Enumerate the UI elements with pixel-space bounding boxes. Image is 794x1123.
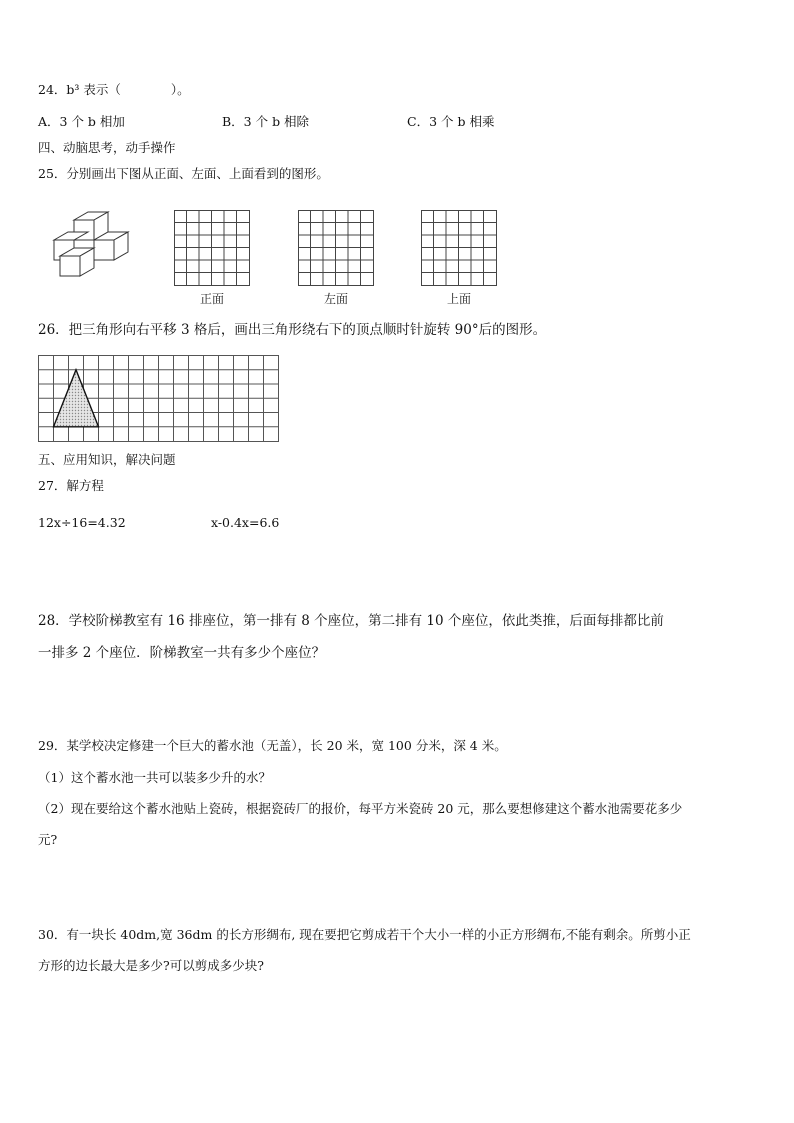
grid-top-view: [421, 210, 497, 286]
q29-part-2b: 元?: [38, 832, 58, 847]
triangle-grid: [38, 355, 280, 443]
section-5-heading: 五、应用知识，解决问题: [38, 452, 176, 467]
q24-option-a: A．3 个 b 相加: [38, 114, 125, 129]
grid-front-view: [174, 210, 250, 286]
q29-stem: 29．某学校决定修建一个巨大的蓄水池（无盖），长 20 米，宽 100 分米，深 4 米。: [38, 738, 507, 753]
caption-front: 正面: [199, 292, 224, 306]
q27-stem: 27．解方程: [38, 478, 104, 493]
q26-stem: 26．把三角形向右平移 3 格后，画出三角形绕右下的顶点顺时针旋转 90°后的图形。: [38, 322, 547, 338]
grid-left-view: [298, 210, 374, 286]
q30-line-1: 30．有一块长 40dm,宽 36dm 的长方形绸布, 现在要把它剪成若干个大小一样的小正方形绸布,不能有剩余。所剪小正: [38, 927, 691, 942]
q27-equation-2: x-0.4x=6.6: [211, 515, 280, 530]
q29-part-1: （1）这个蓄水池一共可以装多少升的水？: [38, 770, 271, 785]
caption-top: 上面: [446, 292, 471, 306]
q24-stem: 24．b³ 表示（ ）。: [38, 82, 190, 97]
q30-line-2: 方形的边长最大是多少?可以剪成多少块?: [38, 958, 264, 973]
q25-stem: 25．分别画出下图从正面、左面、上面看到的图形。: [38, 166, 329, 181]
section-4-heading: 四、动脑思考，动手操作: [38, 140, 176, 155]
q27-equation-1: 12x÷16=4.32: [38, 515, 126, 530]
q28-line-1: 28．学校阶梯教室有 16 排座位，第一排有 8 个座位，第二排有 10 个座位，依此类推，后面每排都比前: [38, 613, 664, 629]
caption-left: 左面: [323, 292, 348, 306]
q29-part-2a: （2）现在要给这个蓄水池贴上瓷砖，根据瓷砖厂的报价，每平方米瓷砖 20 元，那么要想修建这个蓄水池需要花多少: [38, 801, 683, 816]
cube-stack-figure: [40, 210, 140, 282]
q24-option-c: C．3 个 b 相乘: [407, 114, 495, 129]
q28-line-2: 一排多 2 个座位．阶梯教室一共有多少个座位？: [38, 645, 326, 661]
q24-option-b: B．3 个 b 相除: [222, 114, 310, 129]
